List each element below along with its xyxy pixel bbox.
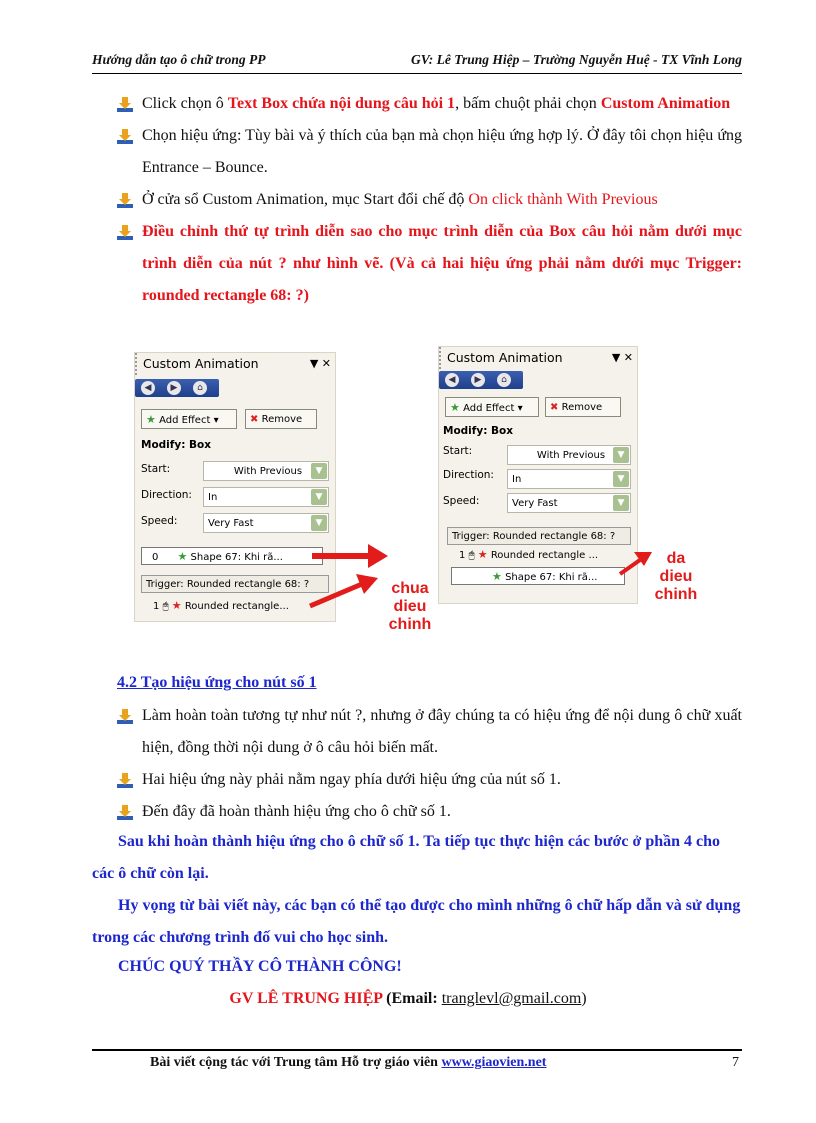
panel-title: Custom Animation ▼ ✕: [439, 347, 637, 369]
header-right: GV: Lê Trung Hiệp – Trường Nguyễn Huệ - TX Vĩnh Long: [411, 52, 742, 67]
arrowhead: [368, 544, 388, 568]
download-arrow-icon: [117, 96, 133, 112]
chevron-down-icon: ▼: [311, 489, 327, 505]
hope-paragraph: Hy vọng từ bài viết này, các bạn có thể tạo được cho mình những ô chữ hấp dẫn và sử dụng trong các chương trình đố vui cho học sinh.: [92, 897, 741, 946]
add-effect-button[interactable]: ★ Add Effect ▾: [445, 397, 539, 417]
download-arrow-icon: [117, 224, 133, 240]
section-title: 4.2 Tạo hiệu ứng cho nút số 1: [117, 674, 317, 691]
panel-nav-bar: [439, 371, 523, 389]
list-item: Click chọn ô Text Box chứa nội dung câu hỏi 1, bấm chuột phải chọn Custom Animation: [117, 88, 742, 120]
author-line: GV LÊ TRUNG HIỆP (Email: tranglevl@gmail.com): [229, 990, 587, 1007]
list-item: Làm hoàn toàn tương tự như nút ?, nhưng ở đây chúng ta có hiệu ứng để nội dung ô chữ xuất hiện, đồng thời nội dung ở ô câu hỏi biến mất.: [117, 700, 742, 764]
direction-select[interactable]: In ▼: [507, 469, 631, 489]
section-list: [117, 700, 742, 828]
start-label: Start:: [443, 445, 473, 457]
effect-star-icon: ★: [492, 570, 502, 583]
mouse-icon: 🖱: [468, 550, 475, 561]
panel-nav-bar: [135, 379, 219, 397]
author-email[interactable]: tranglevl@gmail.com: [441, 990, 582, 1007]
download-arrow-icon: [117, 804, 133, 820]
custom-animation-highlight: Custom Animation: [600, 95, 731, 112]
direction-label: Direction:: [141, 489, 192, 501]
direction-label: Direction:: [443, 469, 494, 481]
remove-button[interactable]: ✖ Remove: [545, 397, 621, 417]
download-arrow-icon: [117, 128, 133, 144]
chevron-down-icon: ▼: [311, 515, 327, 531]
text-box-highlight: Text Box chứa nội dung câu hỏi 1: [227, 95, 456, 112]
start-select[interactable]: With Previous ▼: [203, 461, 329, 481]
start-label: Start:: [141, 463, 171, 475]
speed-select[interactable]: Very Fast ▼: [203, 513, 329, 533]
list-item: Chọn hiệu ứng: Tùy bài và ý thích của bạn mà chọn hiệu ứng hợp lý. Ở đây tôi chọn hiệu ứng Entrance – Bounce.: [117, 120, 742, 184]
start-select[interactable]: With Previous ▼: [507, 445, 631, 465]
footer-link[interactable]: www.giaovien.net: [441, 1055, 547, 1070]
download-arrow-icon: [117, 772, 133, 788]
closing-paragraph: Sau khi hoàn thành hiệu ứng cho ô chữ số 1. Ta tiếp tục thực hiện các bước ở phần 4 cho các ô chữ còn lại.: [92, 833, 721, 882]
effect-star-icon: ★: [171, 599, 182, 612]
author-name: GV LÊ TRUNG HIỆP: [229, 990, 383, 1007]
animation-list-item[interactable]: ★ Shape 67: Khi rã...: [451, 567, 625, 585]
remove-icon: ✖: [550, 402, 559, 413]
remove-button[interactable]: ✖ Remove: [245, 409, 317, 429]
custom-animation-panel-before: [134, 352, 336, 622]
footer-divider: [92, 1049, 742, 1051]
closing-wish: CHÚC QUÝ THẦY CÔ THÀNH CÔNG!: [118, 958, 402, 975]
page-footer: Bài viết cộng tác với Trung tâm Hỗ trợ giáo viên www.giaovien.net: [150, 1055, 547, 1070]
effect-star-icon: ★: [477, 548, 488, 561]
trigger-row[interactable]: Trigger: Rounded rectangle 68: ?: [447, 527, 631, 545]
download-arrow-icon: [117, 192, 133, 208]
list-item: Đến đây đã hoàn thành hiệu ứng cho ô chữ số 1.: [117, 796, 742, 828]
speed-label: Speed:: [141, 515, 178, 527]
download-arrow-icon: [117, 708, 133, 724]
note-not-adjusted: chua dieu chinh: [388, 580, 432, 633]
panel-title: Custom Animation ▼ ✕: [135, 353, 335, 375]
speed-select[interactable]: Very Fast ▼: [507, 493, 631, 513]
page-number: 7: [732, 1055, 739, 1070]
speed-label: Speed:: [443, 495, 480, 507]
panel-controls[interactable]: ▼ ✕: [309, 357, 331, 370]
chevron-down-icon: ▼: [613, 447, 629, 463]
modify-label: Modify: Box: [443, 425, 514, 437]
header-left: Hướng dẫn tạo ô chữ trong PP: [92, 52, 266, 67]
with-previous-highlight: On click thành With Previous: [468, 191, 658, 208]
mouse-icon: 🖱: [162, 601, 169, 612]
direction-select[interactable]: In ▼: [203, 487, 329, 507]
animation-list-item[interactable]: 1 🖱 ★ Rounded rectangle ...: [459, 548, 599, 561]
panel-controls[interactable]: ▼ ✕: [611, 351, 633, 364]
remove-icon: ✖: [250, 414, 259, 425]
instruction-list: [117, 88, 742, 312]
list-item: Điều chỉnh thứ tự trình diễn sao cho mục trình diễn của Box câu hỏi nằm dưới mục trình diễn của nút ? như hình vẽ. (Và cả hai hiệu ứng phải nằm dưới mục Trigger: rounded rectangle 68: ?): [117, 216, 742, 312]
custom-animation-panel-after: [438, 346, 638, 604]
list-item: Hai hiệu ứng này phải nằm ngay phía dưới hiệu ứng của nút số 1.: [117, 764, 742, 796]
star-icon: ★: [146, 413, 156, 426]
animation-list-item[interactable]: 1 🖱 ★ Rounded rectangle...: [153, 599, 289, 612]
arrowhead: [356, 574, 378, 594]
star-icon: ★: [450, 401, 460, 414]
page-header: [92, 52, 742, 68]
note-adjusted: da dieu chinh: [654, 550, 698, 603]
modify-label: Modify: Box: [141, 439, 212, 451]
home-icon[interactable]: ⌂: [193, 381, 207, 395]
back-icon[interactable]: ◀: [141, 381, 155, 395]
effect-star-icon: ★: [177, 550, 188, 563]
forward-icon[interactable]: ▶: [471, 373, 485, 387]
chevron-down-icon: ▼: [311, 463, 327, 479]
chevron-down-icon: ▼: [613, 495, 629, 511]
home-icon[interactable]: ⌂: [497, 373, 511, 387]
list-item: Ở cửa sổ Custom Animation, mục Start đổi chế độ On click thành With Previous: [117, 184, 742, 216]
add-effect-button[interactable]: ★ Add Effect ▾: [141, 409, 237, 429]
trigger-row[interactable]: Trigger: Rounded rectangle 68: ?: [141, 575, 329, 593]
animation-list-item[interactable]: 0 ★ Shape 67: Khi rã...: [141, 547, 323, 565]
forward-icon[interactable]: ▶: [167, 381, 181, 395]
header-divider: [92, 73, 742, 74]
back-icon[interactable]: ◀: [445, 373, 459, 387]
chevron-down-icon: ▼: [613, 471, 629, 487]
